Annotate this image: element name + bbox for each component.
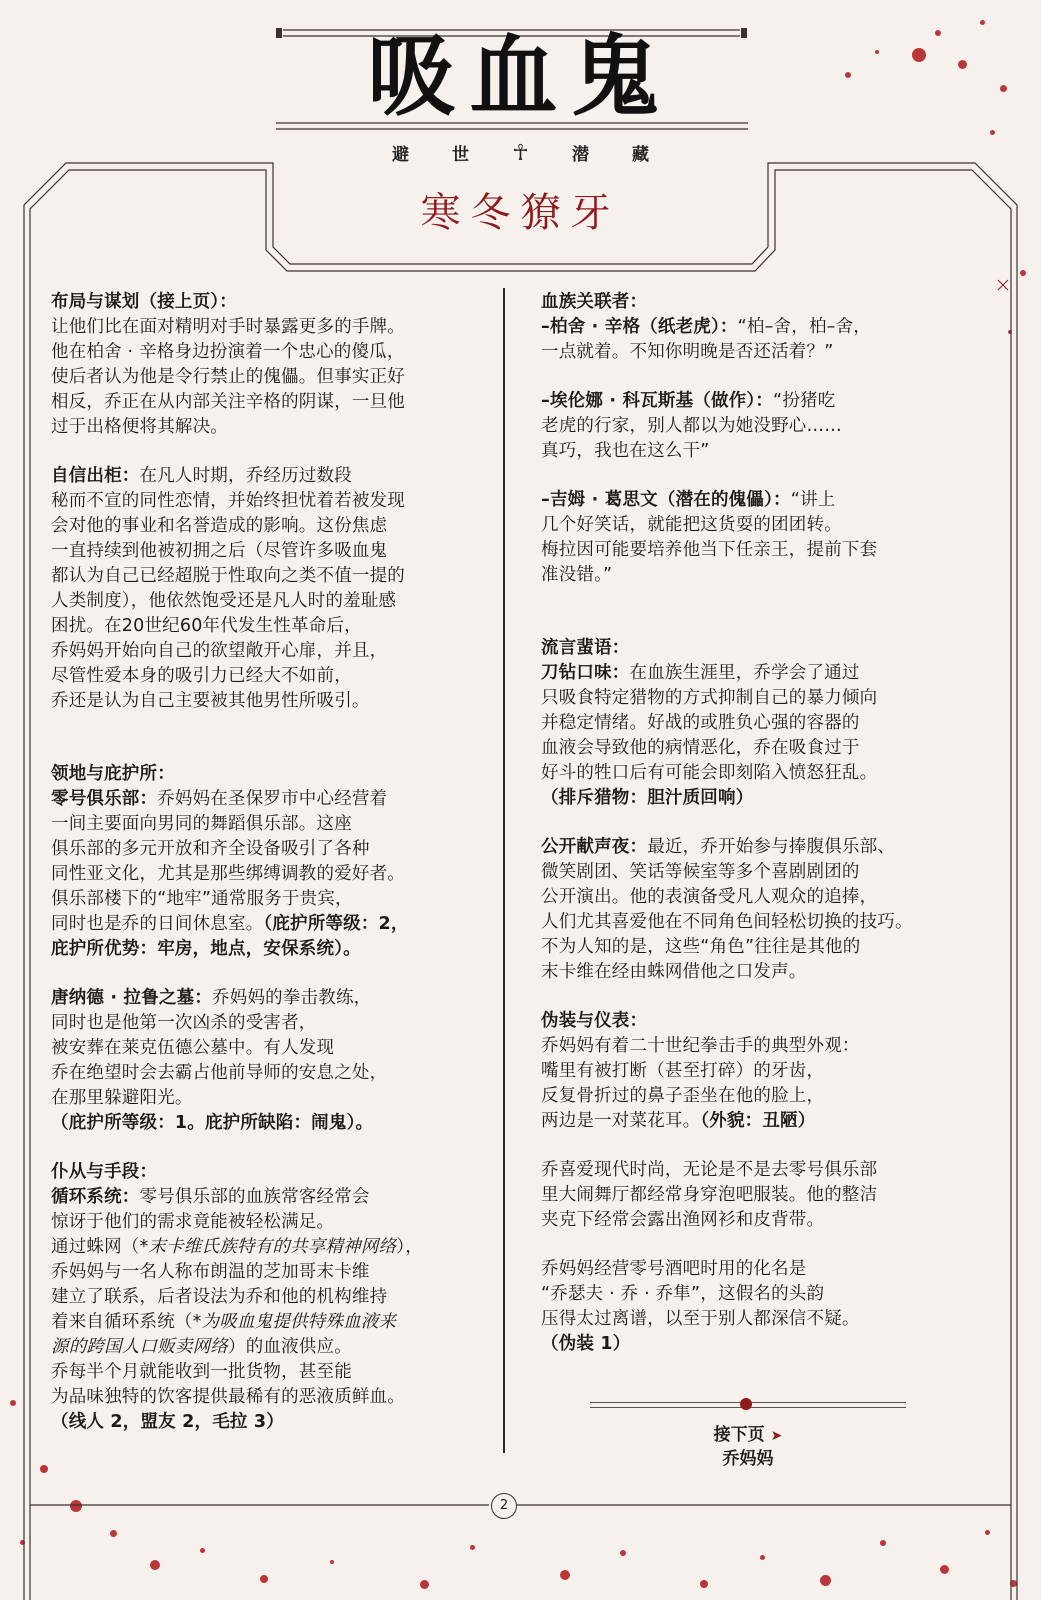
page-subtitle: 寒冬獠牙 <box>420 190 621 236</box>
text-line: 都认为自己已经超脱于性取向之类不值一提的 <box>51 566 405 586</box>
footnote: 源的跨国人口贩卖网络 <box>51 1337 228 1357</box>
text-line: 自信出柜：在凡人时期，乔经历过数段 <box>51 466 352 486</box>
entry-lead: –埃伦娜 · 科瓦斯基（做作）： <box>541 391 774 411</box>
text-line: 微笑剧团、笑话等候室等多个喜剧剧团的 <box>541 862 860 882</box>
text-line: 惊讶于他们的需求竟能被轻松满足。 <box>51 1212 335 1232</box>
text-line: 为品味独特的饮客提供最稀有的恶液质鲜血。 <box>51 1387 405 1407</box>
text-line: 乔还是认为自己主要被其他男性所吸引。 <box>51 691 370 711</box>
section-heading: 流言蜚语： <box>541 638 630 658</box>
stat-note: （线人 2，盟友 2，毛拉 3） <box>51 1412 285 1432</box>
text-line: 相反，乔正在从内部关注辛格的阴谋，一旦他 <box>51 392 405 412</box>
text-line: 人类制度），他依然饱受还是凡人时的羞耻感 <box>51 591 397 611</box>
text-line: 唐纳德 · 拉鲁之墓：乔妈妈的拳击教练， <box>51 988 372 1008</box>
stat-note: （庇护所等级：2， <box>263 914 409 934</box>
text-line: 过于出格便将其解决。 <box>51 417 228 437</box>
text-line: 刀钻口味：在血族生涯里，乔学会了通过 <box>541 663 860 683</box>
section-heading: 布局与谋划（接上页）： <box>51 292 237 312</box>
stat-note: （排斥猎物：胆汁质回响） <box>541 788 754 808</box>
column-divider <box>503 288 505 1453</box>
text-line: 乔在绝望时会去霸占他前导师的安息之处， <box>51 1063 388 1083</box>
text-line: 循环系统：零号俱乐部的血族常客经常会 <box>51 1187 370 1207</box>
text-line: 让他们比在面对精明对手时暴露更多的手牌。 <box>51 317 405 337</box>
text-line: 末卡维在经由蛛网借他之口发声。 <box>541 962 807 982</box>
text-line: 嘴里有被打断（甚至打碎）的牙齿， <box>541 1061 825 1081</box>
section-heading: 血族关联者： <box>541 292 648 312</box>
tagline-char: 避 <box>392 145 409 165</box>
text-line: 同时也是他第一次凶杀的受害者， <box>51 1013 317 1033</box>
stat-note: （伪装 1） <box>541 1334 631 1354</box>
text-line: 里大闹舞厅都经常身穿泡吧服装。他的整洁 <box>541 1185 878 1205</box>
text-line: 好斗的牲口后有可能会即刻陷入愤怒狂乱。 <box>541 763 878 783</box>
text-line: 两边是一对菜花耳。（外貌：丑陋） <box>541 1111 816 1131</box>
entry-lead: 刀钻口味： <box>541 663 630 683</box>
text-line: 几个好笑话，就能把这货耍的团团转。 <box>541 515 842 535</box>
text-line: 并稳定情绪。好战的或胜负心强的容器的 <box>541 713 860 733</box>
next-page-label: 接下页 ➤ <box>713 1425 783 1445</box>
section-heading: 仆从与手段： <box>51 1162 158 1182</box>
section-heading: 领地与庇护所： <box>51 764 175 784</box>
text-line: 建立了联系，后者设法为乔和他的机构维持 <box>51 1287 388 1307</box>
text-line: 一点就着。不知你明晚是否还活着？” <box>541 342 834 362</box>
text-line: 反复骨折过的鼻子歪坐在他的脸上， <box>541 1086 825 1106</box>
text-line: 被安葬在莱克伍德公墓中。有人发现 <box>51 1038 335 1058</box>
text-line: “乔瑟夫 · 乔 · 乔隼”，这假名的头韵 <box>541 1284 825 1304</box>
text-line: 公开献声夜：最近，乔开始参与捧腹俱乐部、 <box>541 837 896 857</box>
text-line: 同时也是乔的日间休息室。（庇护所等级：2， <box>51 914 409 934</box>
right-column <box>541 290 991 1357</box>
text-line: 人们尤其喜爱他在不同角色间轻松切换的技巧。 <box>541 912 913 932</box>
footnote: *为吸血鬼提供特殊血液来 <box>192 1312 397 1332</box>
page-title: 吸血鬼 <box>367 24 674 128</box>
footnote: *末卡维氏族特有的共享精神网络 <box>139 1237 397 1257</box>
stat-note: 庇护所优势：牢房，地点，安保系统）。 <box>51 939 361 959</box>
text-line: 真巧，我也在这么干” <box>541 441 710 461</box>
text-line: 乔喜爱现代时尚，无论是不是去零号俱乐部 <box>541 1160 878 1180</box>
page-number: 2 <box>491 1493 517 1519</box>
text-line: 准没错。” <box>541 565 613 585</box>
text-line: 压得太过离谱，以至于别人都深信不疑。 <box>541 1309 860 1329</box>
text-line: 源的跨国人口贩卖网络）的血液供应。 <box>51 1337 352 1357</box>
ankh-icon: ☥ <box>512 141 529 166</box>
text-line: 一直持续到他被初拥之后（尽管许多吸血鬼 <box>51 541 388 561</box>
text-line: 不为人知的是，这些“角色”往往是其他的 <box>541 937 861 957</box>
entry-lead: 零号俱乐部： <box>51 789 158 809</box>
arrow-right-icon: ➤ <box>770 1428 783 1444</box>
text-line: 公开演出。他的表演备受凡人观众的追捧， <box>541 887 878 907</box>
entry-lead: 唐纳德 · 拉鲁之墓： <box>51 988 213 1008</box>
tagline-char: 世 <box>452 145 469 165</box>
text-line: 使后者认为他是令行禁止的傀儡。但事实正好 <box>51 367 405 387</box>
text-line: 老虎的行家，别人都以为她没野心…… <box>541 416 842 436</box>
text-line: 着来自循环系统（*为吸血鬼提供特殊血液来 <box>51 1312 397 1332</box>
ornament-dot <box>740 1398 752 1410</box>
entry-lead: 循环系统： <box>51 1187 140 1207</box>
text-line: 梅拉因可能要培养他当下任亲王，提前下套 <box>541 540 878 560</box>
text-line: 零号俱乐部：乔妈妈在圣保罗市中心经营着 <box>51 789 388 809</box>
next-page-name: 乔妈妈 <box>722 1449 774 1469</box>
text-line: 他在柏舍 · 辛格身边扮演着一个忠心的傻瓜， <box>51 342 405 362</box>
entry-lead: –柏舍 · 辛格（纸老虎）： <box>541 317 738 337</box>
text-line: 乔妈妈开始向自己的欲望敞开心扉，并且， <box>51 641 388 661</box>
text-line: 同性亚文化，尤其是那些绑缚调教的爱好者。 <box>51 864 405 884</box>
text-line: –吉姆 · 葛思文（潜在的傀儡）：“讲上 <box>541 490 836 510</box>
text-line: 只吸食特定猎物的方式抑制自己的暴力倾向 <box>541 688 878 708</box>
text-line: –埃伦娜 · 科瓦斯基（做作）：“扮猪吃 <box>541 391 836 411</box>
text-line: 乔妈妈经营零号酒吧时用的化名是 <box>541 1259 807 1279</box>
entry-lead: 公开献声夜： <box>541 837 648 857</box>
text-line: 俱乐部的多元开放和齐全设备吸引了各种 <box>51 839 370 859</box>
text-line: 通过蛛网（*末卡维氏族特有的共享精神网络）， <box>51 1237 423 1257</box>
stat-note: （庇护所等级：1。庇护所缺陷：闹鬼）。 <box>51 1113 374 1133</box>
tagline-char: 藏 <box>632 145 649 165</box>
text-line: 尽管性爱本身的吸引力已经大不如前， <box>51 666 352 686</box>
stat-note: （外貌：丑陋） <box>700 1111 816 1131</box>
text-line: 在那里躲避阳光。 <box>51 1088 193 1108</box>
text-line: 会对他的事业和名誉造成的影响。这份焦虑 <box>51 516 388 536</box>
text-line: 困扰。在20世纪60年代发生性革命后， <box>51 616 362 636</box>
text-line: 一间主要面向男同的舞蹈俱乐部。这座 <box>51 814 352 834</box>
text-line: 乔妈妈有着二十世纪拳击手的典型外观： <box>541 1036 860 1056</box>
text-line: 夹克下经常会露出渔网衫和皮背带。 <box>541 1210 825 1230</box>
left-column <box>51 290 491 1435</box>
text-line: 血液会导致他的病情恶化，乔在吸食过于 <box>541 738 860 758</box>
entry-lead: –吉姆 · 葛思文（潜在的傀儡）： <box>541 490 791 510</box>
text-line: 乔妈妈与一名人称布朗温的芝加哥末卡维 <box>51 1262 370 1282</box>
entry-lead: 自信出柜： <box>51 466 140 486</box>
text-line: 秘而不宣的同性恋情，并始终担忧着若被发现 <box>51 491 405 511</box>
text-line: 乔每半个月就能收到一批货物，甚至能 <box>51 1362 352 1382</box>
text-line: 俱乐部楼下的“地牢”通常服务于贵宾， <box>51 889 353 909</box>
text-line: –柏舍 · 辛格（纸老虎）：“柏–舍，柏–舍， <box>541 317 872 337</box>
tagline <box>0 140 1041 166</box>
section-heading: 伪装与仪表： <box>541 1011 648 1031</box>
tagline-char: 潜 <box>572 145 589 165</box>
